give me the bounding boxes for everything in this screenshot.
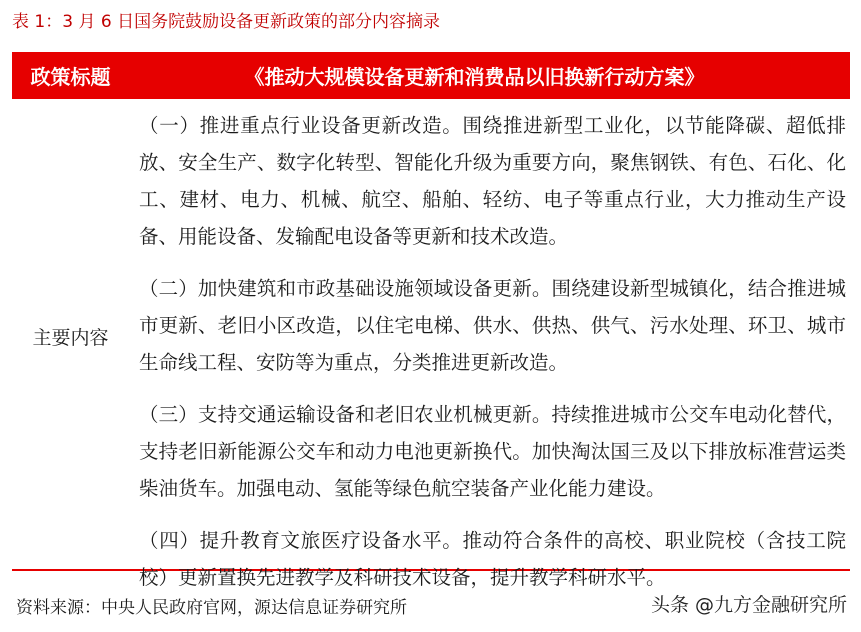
main-content-cell [129,99,850,589]
table-caption: 表 1：3 月 6 日国务院鼓励设备更新政策的部分内容摘录 [12,12,441,32]
row-label-main-content: 主要内容 [32,326,109,349]
header-policy-name: 《推动大规模设备更新和消费品以旧换新行动方案》 [244,65,705,89]
content-paragraph-4: （四）提升教育文旅医疗设备水平。推动符合条件的高校、职业院校（含技工院校）更新置换先进教学及科研技术设备，提升教学科研水平。 [139,529,846,589]
source-note: 资料来源：中央人民政府官网，源达信息证券研究所 [16,598,407,618]
policy-table [12,52,850,589]
content-paragraph-3: （三）支持交通运输设备和老旧农业机械更新。持续推进城市公交车电动化替代，支持老旧新能源公交车和动力电池更新换代。加快淘汰国三及以下排放标准营运类柴油货车。加强电动、氢能等绿色航空装备产业化能力建设。 [139,403,846,500]
table-body-row [12,99,850,589]
author-watermark: 头条 @九方金融研究所 [650,594,847,616]
content-paragraph-1: （一）推进重点行业设备更新改造。围绕推进新型工业化，以节能降碳、超低排放、安全生产、数字化转型、智能化升级为重要方向，聚焦钢铁、有色、石化、化工、建材、电力、机械、航空、船舶、轻纺、电子等重点行业，大力推动生产设备、用能设备、发输配电设备等更新和技术改造。 [139,114,846,248]
content-paragraph-2: （二）加快建筑和市政基础设施领域设备更新。围绕建设新型城镇化，结合推进城市更新、老旧小区改造，以住宅电梯、供水、供热、供气、污水处理、环卫、城市生命线工程、安防等为重点，分类推进更新改造。 [139,277,846,374]
header-policy-title-label: 政策标题 [30,65,111,89]
table-header-row [12,52,850,99]
